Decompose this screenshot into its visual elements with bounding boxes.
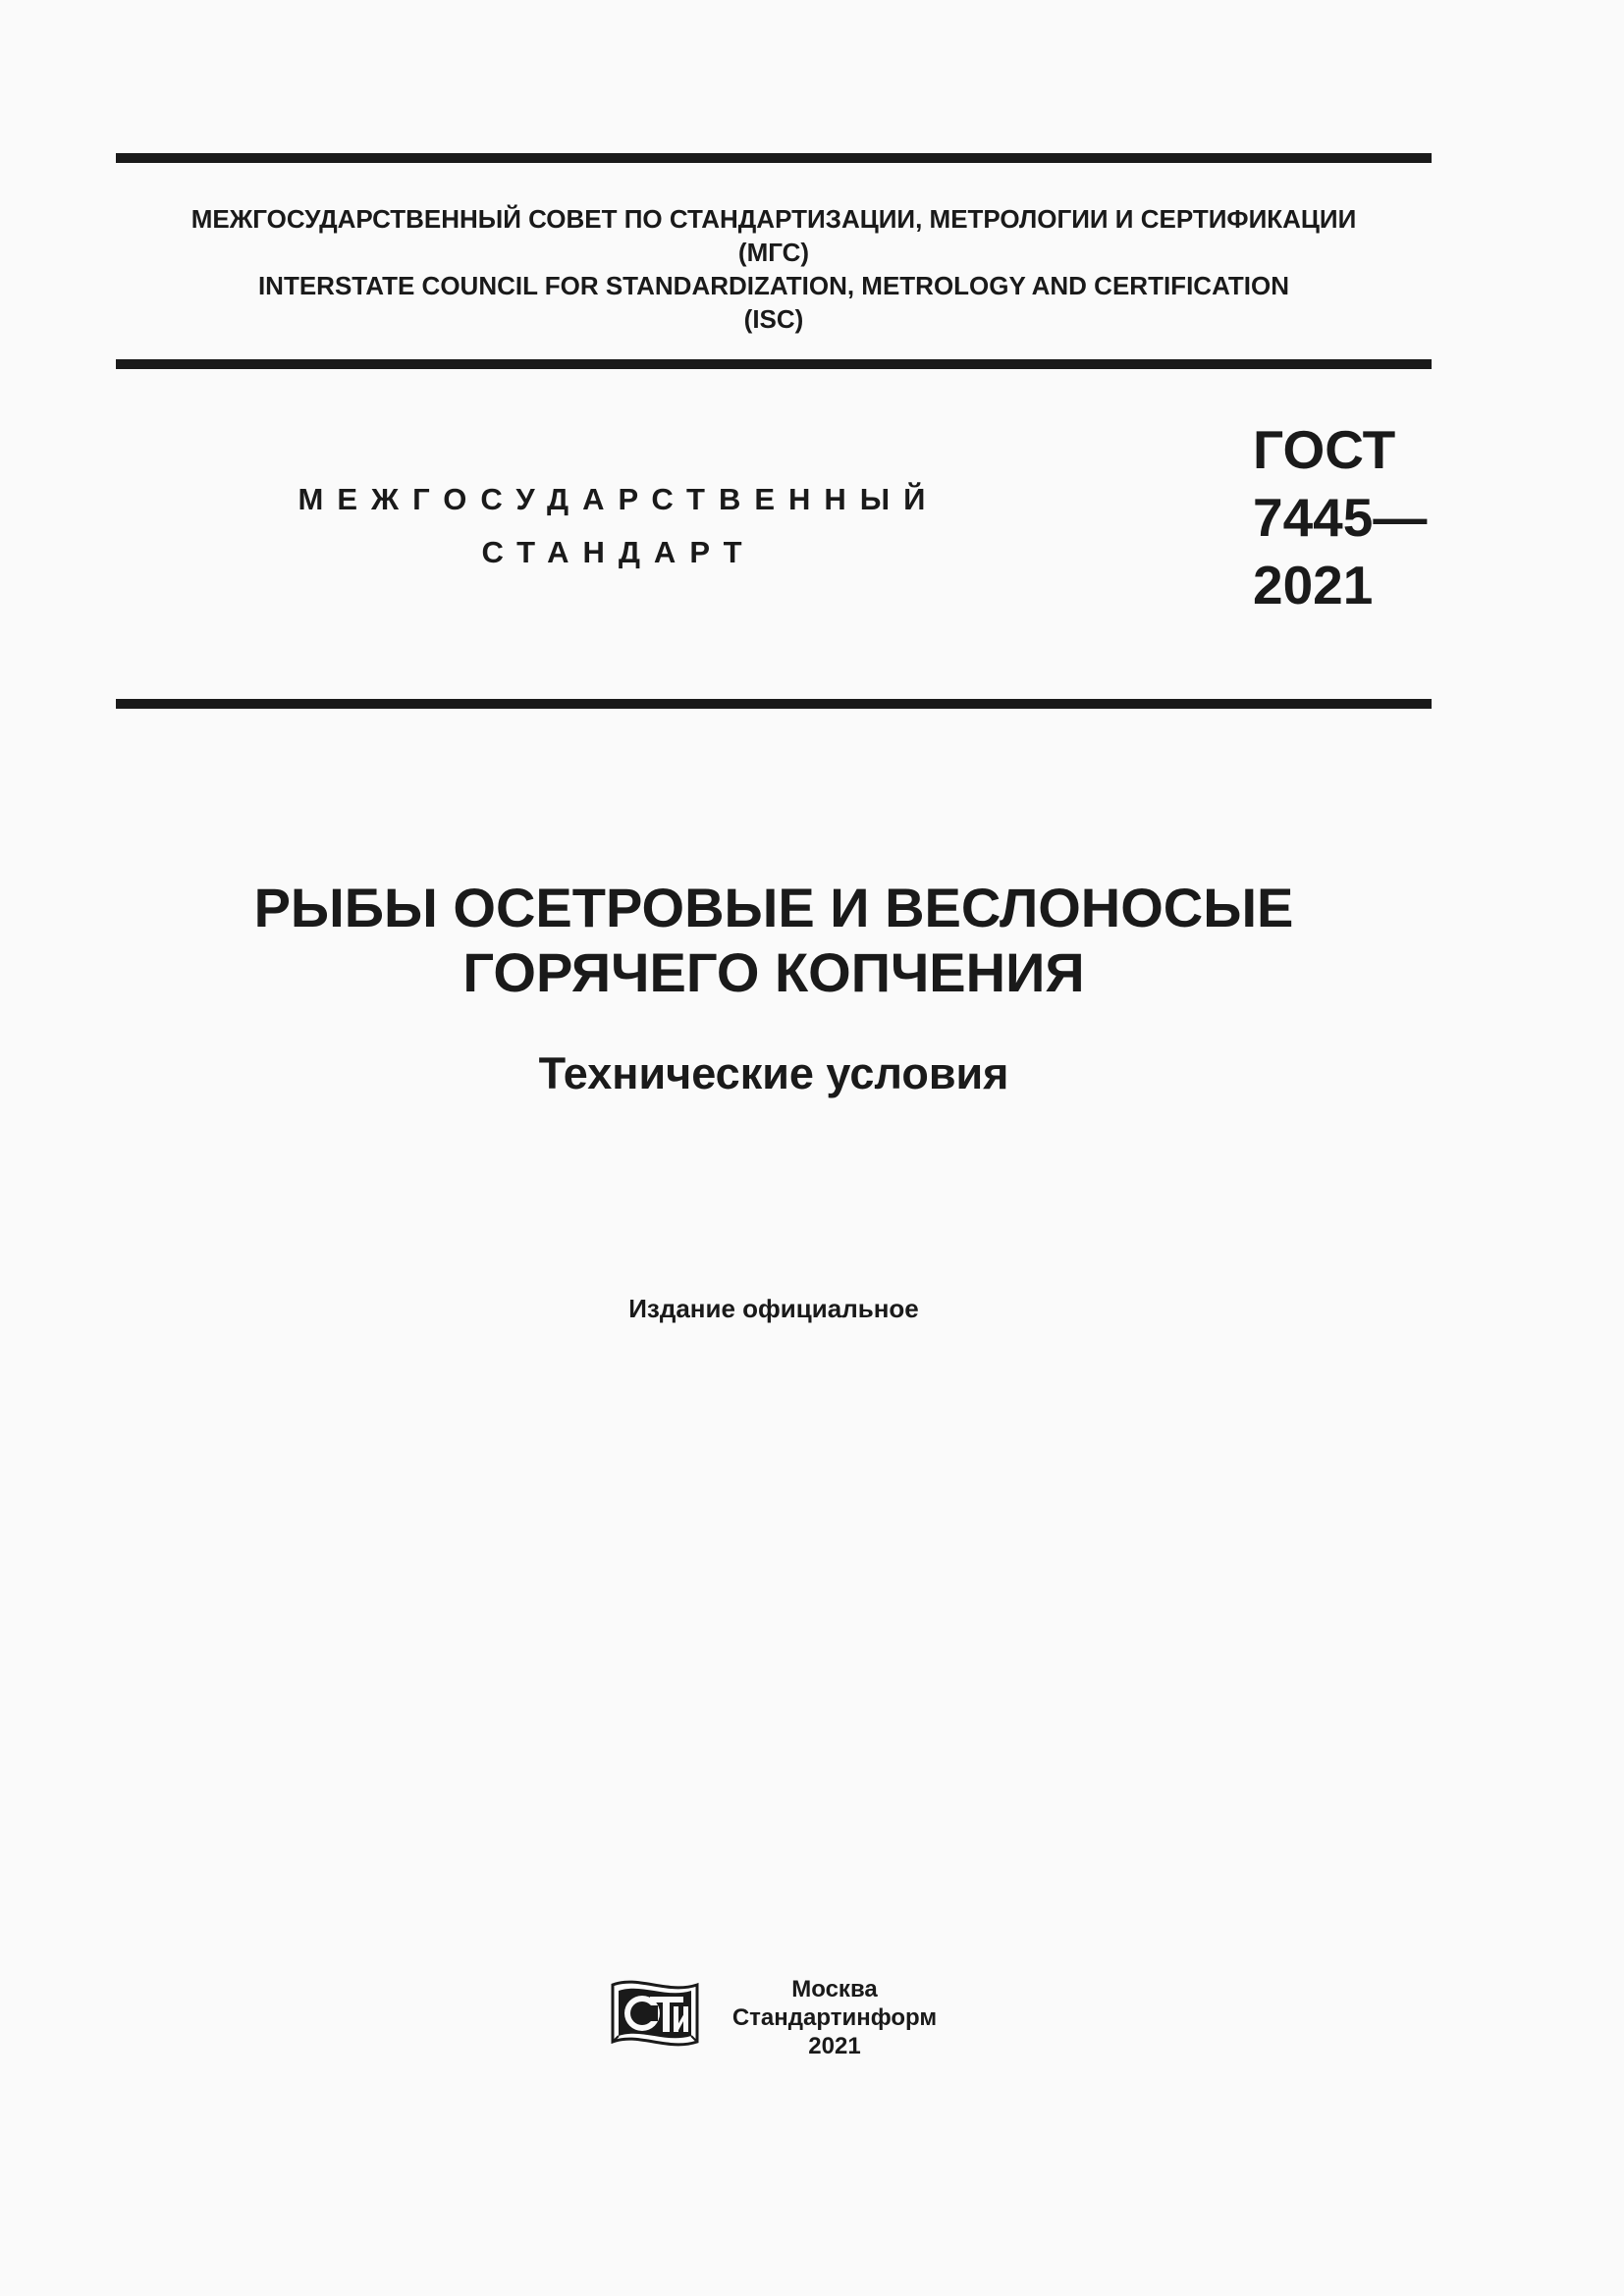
publisher-name: Стандартинформ: [731, 2004, 938, 2031]
standartinform-logo-icon: [609, 1979, 701, 2054]
document-title: [116, 876, 1432, 1005]
designation-prefix: ГОСТ: [1253, 419, 1396, 480]
publisher-year: 2021: [808, 2033, 861, 2059]
document-subtitle: Технические условия: [538, 1048, 1009, 1098]
edition-note: Издание официальное: [628, 1294, 919, 1323]
council-abbr-en: (ISC): [743, 304, 804, 334]
standard-designation: [1253, 416, 1427, 619]
designation-divider: [116, 699, 1432, 709]
top-rule: [116, 153, 1432, 163]
standard-kind-line2: СТАНДАРТ: [481, 535, 756, 569]
publisher-city: Москва: [791, 1976, 878, 2002]
designation-number: 7445—: [1253, 487, 1428, 548]
council-header: [116, 202, 1432, 336]
council-name-ru: МЕЖГОСУДАРСТВЕННЫЙ СОВЕТ ПО СТАНДАРТИЗАЦИИ, МЕТРОЛОГИИ И СЕРТИФИКАЦИИ: [190, 204, 1357, 234]
publisher-info: [717, 1975, 952, 2060]
council-name-en: INTERSTATE COUNCIL FOR STANDARDIZATION, METROLOGY AND CERTIFICATION: [257, 271, 1290, 300]
standard-kind-line1: МЕЖГОСУДАРСТВЕННЫЙ: [298, 482, 940, 516]
title-line2: ГОРЯЧЕГО КОПЧЕНИЯ: [462, 941, 1085, 1003]
standard-kind: [196, 473, 1041, 579]
title-line1: РЫБЫ ОСЕТРОВЫЕ И ВЕСЛОНОСЫЕ: [253, 877, 1294, 938]
header-divider: [116, 359, 1432, 369]
designation-year: 2021: [1253, 555, 1374, 615]
council-abbr-ru: (МГС): [737, 238, 810, 267]
